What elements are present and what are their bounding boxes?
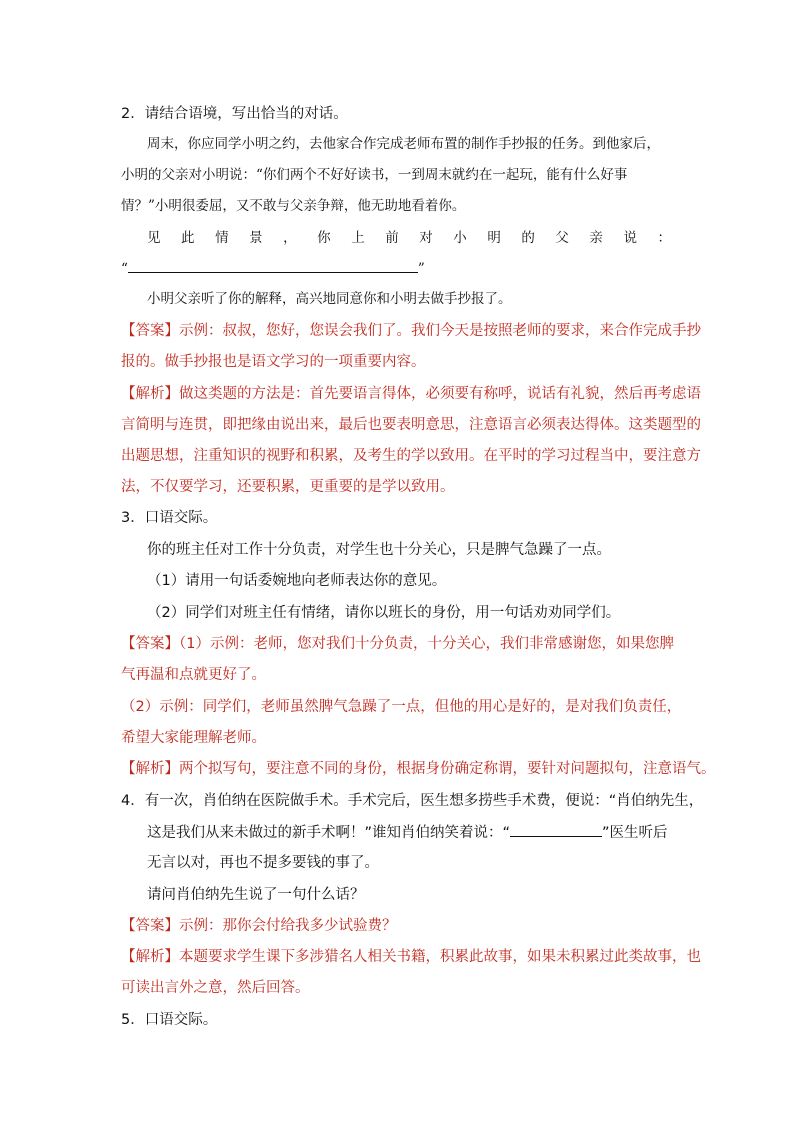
q2-context-line-3: 情？”小明很委屈，又不敢与父亲争辩，他无助地看着你。 [121,198,466,214]
q2-heading: 2．请结合语境，写出恰当的对话。 [121,106,348,122]
q2-analysis-line-1 [121,384,701,404]
q4-line-1: 4．有一次，肖伯纳在医院做手术。手术完后，医生想多捞些手术费，便说：“肖伯纳先生， [121,793,704,809]
q4-answer-line-1 [121,916,397,936]
q2-analysis-line-3: 出题思想，注重知识的视野和积累，及考生的学以致用。在平时的学习过程当中，要注意方 [121,448,701,464]
q3-analysis-line-1 [121,759,716,779]
prompt-char: 小 [453,230,467,246]
prompt-char: 你 [317,230,331,246]
q2-prompt-line [147,228,671,248]
q3-context: 你的班主任对工作十分负责，对学生也十分关心，只是脾气急躁了一点。 [147,542,611,558]
prompt-char: 说 [623,230,637,246]
q2-context-line-1: 周末，你应同学小明之约，去他家合作完成老师布置的制作手抄报的任务。到他家后， [147,136,660,152]
analysis-text: 做这类题的方法是：首先要语言得体，必须要有称呼，说话有礼貌，然后再考虑语 [179,386,701,402]
prompt-char: 的 [521,230,535,246]
prompt-char: 父 [555,230,569,246]
answer-text: 示例：那你会付给我多少试验费？ [179,918,397,934]
prompt-char: 明 [487,230,501,246]
analysis-tag: 【解析】 [121,761,179,777]
q2-answer-line-2: 报的。做手抄报也是语文学习的一项重要内容。 [121,354,426,370]
answer-tag: 【答案】 [121,323,179,339]
analysis-tag: 【解析】 [121,949,179,965]
prompt-char: 上 [351,230,365,246]
q4-line-2-post: ”医生听后 [602,825,668,841]
q2-answer-line-1 [121,321,701,341]
q4-question: 请问肖伯纳先生说了一句什么话？ [147,887,365,903]
q3-subquestion-2: （2）同学们对班主任有情绪，请你以班长的身份，用一句话劝劝同学们。 [147,605,621,621]
q4-analysis-line-2: 可读出言外之意，然后回答。 [121,980,310,996]
q4-analysis-line-1 [121,947,701,967]
q2-context-line-4: 小明父亲听了你的解释，高兴地同意你和小明去做手抄报了。 [147,291,512,307]
analysis-tag: 【解析】 [121,386,179,402]
q3-answer-line-3: （2）示例：同学们，老师虽然脾气急躁了一点，但他的用心是好的，是对我们负责任， [121,699,682,715]
q4-line-3: 无言以对，再也不提多要钱的事了。 [147,855,379,871]
answer-blank[interactable] [128,258,418,273]
prompt-char: 情 [215,230,229,246]
prompt-char: ， [283,230,297,246]
answer-text: （1）示例：老师，您对我们十分负责，十分关心，我们非常感谢您，如果您脾 [179,636,674,652]
close-quote: ” [417,261,425,277]
prompt-char: 亲 [589,230,603,246]
q2-answer-blank-line [121,258,425,279]
answer-tag: 【答案】 [121,636,179,652]
q2-analysis-line-2: 言简明与连贯，即把缘由说出来，最后也要表明意思，注意语言必须表达得体。这类题型的 [121,417,701,433]
q3-answer-line-2: 气再温和点就更好了。 [121,667,266,683]
q4-line-2 [147,822,668,843]
q3-answer-line-4: 希望大家能理解老师。 [121,730,266,746]
prompt-char: 前 [385,230,399,246]
q3-heading: 3．口语交际。 [121,510,218,526]
q2-analysis-line-4: 法，不仅要学习，还要积累，更重要的是学以致用。 [121,479,455,495]
q5-heading: 5．口语交际。 [121,1012,218,1028]
analysis-text: 两个拟写句，要注意不同的身份，根据身份确定称谓，要针对问题拟句，注意语气。 [179,761,716,777]
prompt-char: ： [657,230,671,246]
q2-context-line-2: 小明的父亲对小明说：“你们两个不好好读书，一到周末就约在一起玩，能有什么好事 [121,167,628,183]
open-quote: “ [121,261,128,277]
q4-line-2-pre: 这是我们从来未做过的新手术啊！”谁知肖伯纳笑着说：“ [147,825,511,841]
q3-subquestion-1: （1）请用一句话委婉地向老师表达你的意见。 [147,573,447,589]
prompt-char: 景 [249,230,263,246]
q3-answer-line-1 [121,634,674,654]
analysis-text: 本题要求学生课下多涉猎名人相关书籍，积累此故事，如果未积累过此类故事，也 [179,949,701,965]
prompt-char: 对 [419,230,433,246]
prompt-char: 此 [181,230,195,246]
answer-blank[interactable] [510,822,602,837]
prompt-char: 见 [147,230,161,246]
answer-tag: 【答案】 [121,918,179,934]
answer-text: 示例：叔叔，您好，您误会我们了。我们今天是按照老师的要求，来合作完成手抄 [179,323,701,339]
